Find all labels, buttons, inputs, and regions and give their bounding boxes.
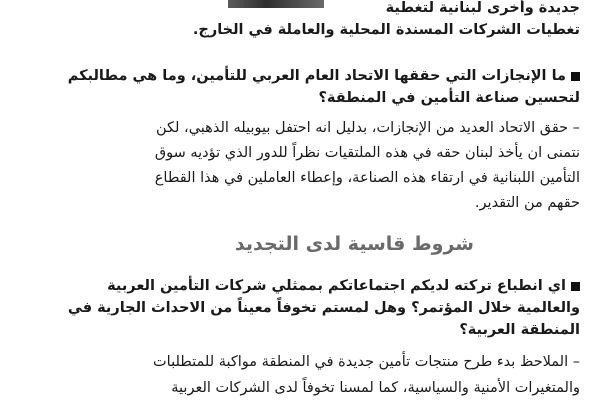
- answer-1-line-1: – حقق الاتحاد العديد من الإنجازات، بدليل انه احتفل بيوبيله الذهبي، لكن: [155, 120, 580, 136]
- question-2-line-2: والعالمية خلال المؤتمر؟ وهل لمستم تخوفاً معيناً من الاحداث الجارية في: [67, 300, 580, 316]
- intro-line-1: جديدة وأخرى لبنانية لتغطية: [385, 0, 580, 16]
- answer-1-line-4: حقهم من التقدير.: [474, 195, 580, 211]
- question-1-text-1: ما الإنجازات التي حققها الاتحاد العام العربي للتأمين، وما هي مطالبكم: [67, 68, 566, 84]
- answer-1-line-3: التأمين اللبنانية في ارتقاء هذه الصناعة، وإعطاء العاملين في هذا القطاع: [154, 170, 580, 186]
- question-2-text-1: اي انطباع تركته لديكم اجتماعاتكم بممثلي شركات التأمين العربية: [107, 278, 566, 294]
- question-1-line-1: [20, 66, 580, 86]
- question-1-line-2: لتحسين صناعة التأمين في المنطقة؟: [318, 90, 580, 106]
- intro-line-2: تغطيات الشركات المسندة المحلية والعاملة في الخارج.: [192, 22, 580, 38]
- answer-2-line-1: – الملاحظ بدء طرح منتجات تأمين جديدة في المنطقة مواكبة للمتطلبات: [153, 354, 580, 370]
- answer-2-line-2: والمتغيرات الأمنية والسياسية، كما لمسنا تخوفاً لدى الشركات العربية: [171, 380, 580, 396]
- question-bullet-icon: [571, 282, 580, 291]
- answer-1-line-2: نتمنى ان يأخذ لبنان حقه في هذه الملتقيات نظراً للدور الذي تؤديه سوق: [154, 145, 580, 161]
- question-bullet-icon: [571, 72, 580, 81]
- question-2-line-1: [20, 276, 580, 296]
- question-2-line-3: المنطقة العربية؟: [459, 322, 580, 338]
- section-subheading: شروط قاسية لدى التجديد: [234, 233, 474, 255]
